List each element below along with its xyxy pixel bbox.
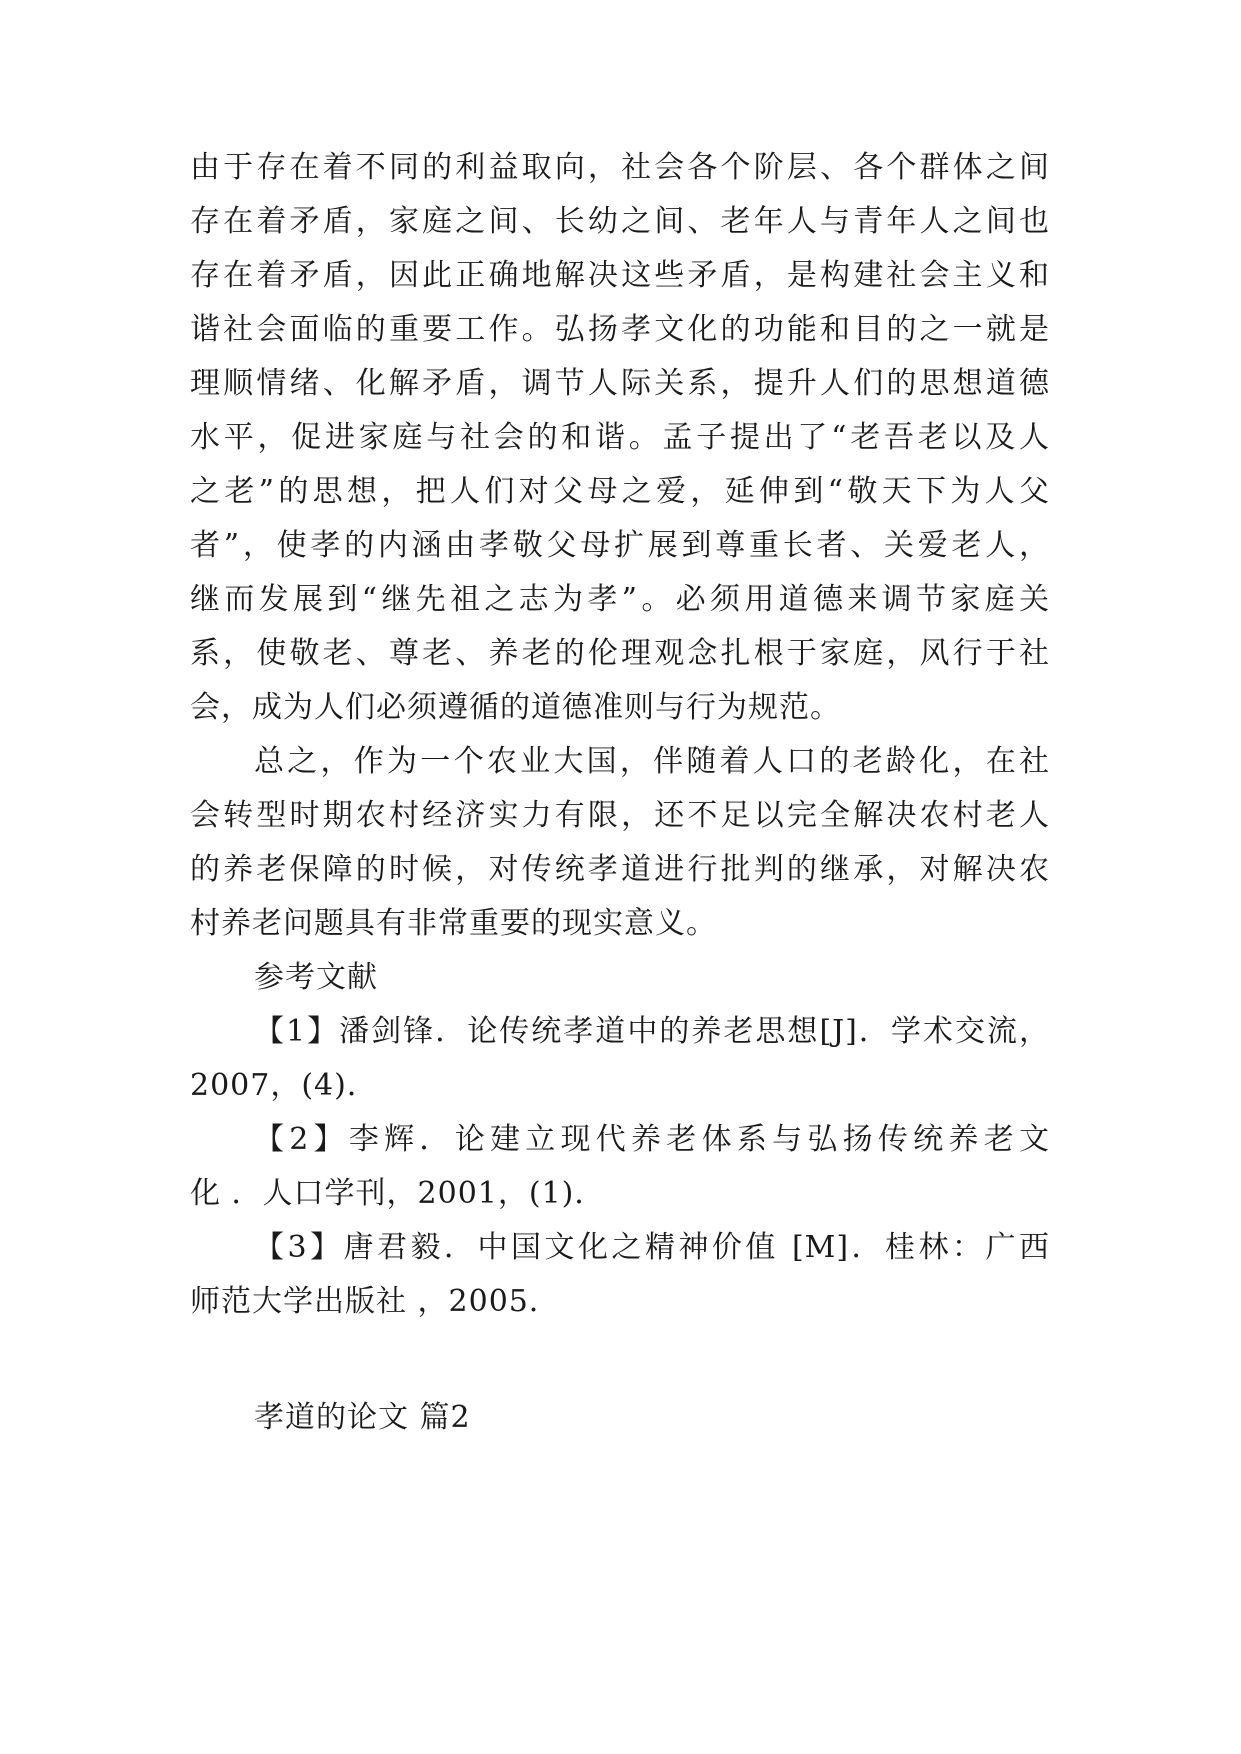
reference-item-line: 化 ．人口学刊，2001，(1)．: [190, 1176, 606, 1211]
reference-item-line: 2007，(4)．: [190, 1068, 378, 1103]
paragraph-line: 存在着矛盾，家庭之间、长幼之间、老年人与青年人之间也: [190, 204, 1050, 239]
paragraph-line: 谐社会面临的重要工作。弘扬孝文化的功能和目的之一就是: [190, 312, 1050, 347]
paragraph-line: 之老”的思想，把人们对父母之爱，延伸到“敬天下为人父: [190, 474, 1050, 509]
reference-item-line: 师范大学出版社 ，2005．: [190, 1284, 560, 1319]
section-title: 孝道的论文 篇2: [254, 1400, 471, 1435]
paragraph-line: 会转型时期农村经济实力有限，还不足以完全解决农村老人: [190, 798, 1050, 833]
references-heading: 参考文献: [254, 960, 378, 995]
paragraph-line: 会，成为人们必须遵循的道德准则与行为规范。: [190, 690, 841, 725]
paragraph-line: 理顺情绪、化解矛盾，调节人际关系，提升人们的思想道德: [190, 366, 1050, 401]
reference-item-line: 【1】潘剑锋．论传统孝道中的养老思想[J]．学术交流，: [254, 1014, 1050, 1049]
paragraph-line: 水平，促进家庭与社会的和谐。孟子提出了“老吾老以及人: [190, 420, 1050, 455]
paragraph-line: 存在着矛盾，因此正确地解决这些矛盾，是构建社会主义和: [190, 258, 1050, 293]
paragraph-line: 继而发展到“继先祖之志为孝”。必须用道德来调节家庭关: [190, 582, 1050, 617]
reference-item-line: 【3】唐君毅．中国文化之精神价值 [M]．桂林：广西: [254, 1230, 1050, 1265]
paragraph-line: 村养老问题具有非常重要的现实意义。: [190, 906, 717, 941]
paragraph-line: 的养老保障的时候，对传统孝道进行批判的继承，对解决农: [190, 852, 1050, 887]
paragraph-line: 系，使敬老、尊老、养老的伦理观念扎根于家庭，风行于社: [190, 636, 1050, 671]
paragraph-line: 总之，作为一个农业大国，伴随着人口的老龄化，在社: [254, 744, 1050, 779]
reference-item-line: 【2】李辉．论建立现代养老体系与弘扬传统养老文: [254, 1122, 1050, 1157]
paragraph-line: 者”，使孝的内涵由孝敬父母扩展到尊重长者、关爱老人，: [190, 528, 1050, 563]
paragraph-line: 由于存在着不同的利益取向，社会各个阶层、各个群体之间: [190, 150, 1050, 185]
